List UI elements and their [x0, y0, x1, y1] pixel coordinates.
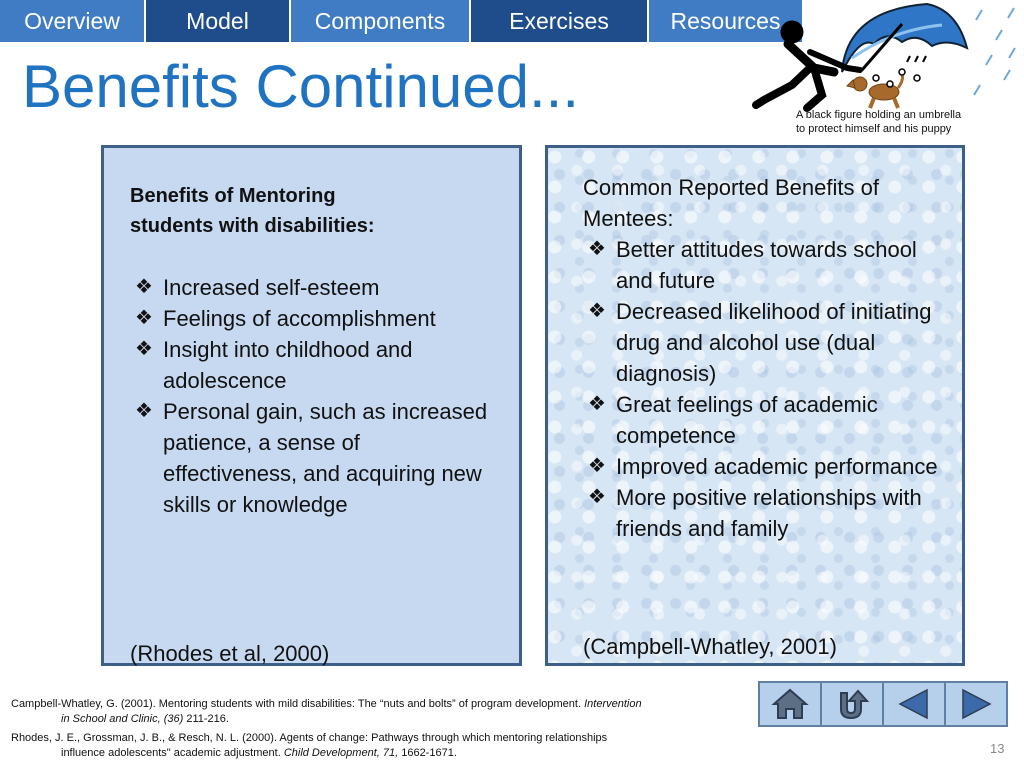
reference-pages: 211-216.	[183, 713, 229, 725]
bullet-diamond-icon: ❖	[588, 393, 606, 415]
citation: (Campbell-Whatley, 2001)	[583, 634, 837, 659]
umbrella-icon	[842, 4, 967, 72]
slide-nav-buttons	[758, 681, 1008, 727]
list-item	[130, 396, 500, 520]
list-item	[130, 272, 500, 303]
list-item-text: More positive relationships with friends and family	[616, 485, 922, 541]
previous-arrow-icon	[895, 687, 933, 721]
list-item-text: Improved academic performance	[616, 454, 938, 479]
image-caption	[796, 108, 1006, 136]
rain-lines	[974, 8, 1015, 95]
bullet-diamond-icon: ❖	[588, 238, 606, 260]
mentees-benefits-panel	[545, 145, 965, 666]
mentors-benefits-panel	[101, 145, 522, 666]
bullet-diamond-icon: ❖	[135, 307, 153, 329]
reference-source: Intervention in School and Clinic, (36)	[61, 698, 642, 725]
umbrella-figure-illustration	[752, 0, 1024, 115]
list-item-text: Decreased likelihood of initiating drug and alcohol use (dual diagnosis)	[616, 299, 932, 386]
next-arrow-icon	[957, 687, 995, 721]
list-item	[583, 482, 948, 544]
citation: (Rhodes et al, 2000)	[130, 641, 330, 666]
list-item-text: Feelings of accomplishment	[163, 306, 436, 331]
bullet-diamond-icon: ❖	[588, 300, 606, 322]
heading-line: Benefits of Mentoring	[130, 185, 336, 207]
reference-pages: 1662-1671.	[398, 747, 457, 759]
next-slide-button[interactable]	[946, 683, 1006, 725]
tab-resources[interactable]: Resources	[649, 0, 802, 42]
bullet-diamond-icon: ❖	[135, 338, 153, 360]
tab-overview[interactable]: Overview	[0, 0, 144, 42]
list-item-text: Better attitudes towards school and future	[616, 237, 917, 293]
list-item-text: Increased self-esteem	[163, 275, 380, 300]
panel-heading	[130, 181, 500, 241]
bullet-diamond-icon: ❖	[135, 400, 153, 422]
return-button[interactable]	[822, 683, 884, 725]
caption-line: A black figure holding an umbrella	[796, 109, 962, 121]
speech-marks	[907, 56, 926, 62]
references	[11, 697, 651, 765]
return-icon	[833, 687, 871, 721]
list-item	[583, 296, 948, 389]
previous-slide-button[interactable]	[884, 683, 946, 725]
caption-line: to protect himself and his puppy	[796, 123, 952, 135]
benefits-list	[583, 234, 948, 544]
tab-exercises[interactable]: Exercises	[471, 0, 647, 42]
bullet-diamond-icon: ❖	[588, 455, 606, 477]
bullet-diamond-icon: ❖	[135, 276, 153, 298]
home-button[interactable]	[760, 683, 822, 725]
tab-components[interactable]: Components	[291, 0, 469, 42]
list-item	[583, 234, 948, 296]
list-item	[130, 334, 500, 396]
list-item-text: Insight into childhood and adolescence	[163, 337, 413, 393]
top-nav	[0, 0, 804, 42]
list-item	[130, 303, 500, 334]
home-icon	[771, 687, 809, 721]
black-figure-icon	[756, 21, 860, 108]
reference-text: Campbell-Whatley, G. (2001). Mentoring students with mild disabilities: The “nuts and bolts” of program development.	[11, 698, 585, 710]
slide-number: 13	[990, 741, 1005, 756]
reference-entry	[11, 697, 651, 727]
reference-source: Child Development, 71,	[283, 747, 399, 759]
benefits-list	[130, 272, 500, 520]
reference-entry	[11, 731, 651, 761]
tab-model[interactable]: Model	[146, 0, 289, 42]
list-item-text: Great feelings of academic competence	[616, 392, 878, 448]
heading-line: students with disabilities:	[130, 215, 375, 237]
slide-title: Benefits Continued...	[22, 53, 580, 120]
list-item	[583, 451, 948, 482]
list-item	[583, 389, 948, 451]
reference-text: Rhodes, J. E., Grossman, J. B., & Resch, N. L. (2000). Agents of change: Pathways through which mentoring relationships influence adolescents" academic adjustment.	[11, 732, 608, 759]
panel-heading: Common Reported Benefits of Mentees:	[583, 175, 879, 231]
list-item-text: Personal gain, such as increased patience, a sense of effectiveness, and acquiring new skills or knowledge	[163, 399, 488, 517]
bullet-diamond-icon: ❖	[588, 486, 606, 508]
